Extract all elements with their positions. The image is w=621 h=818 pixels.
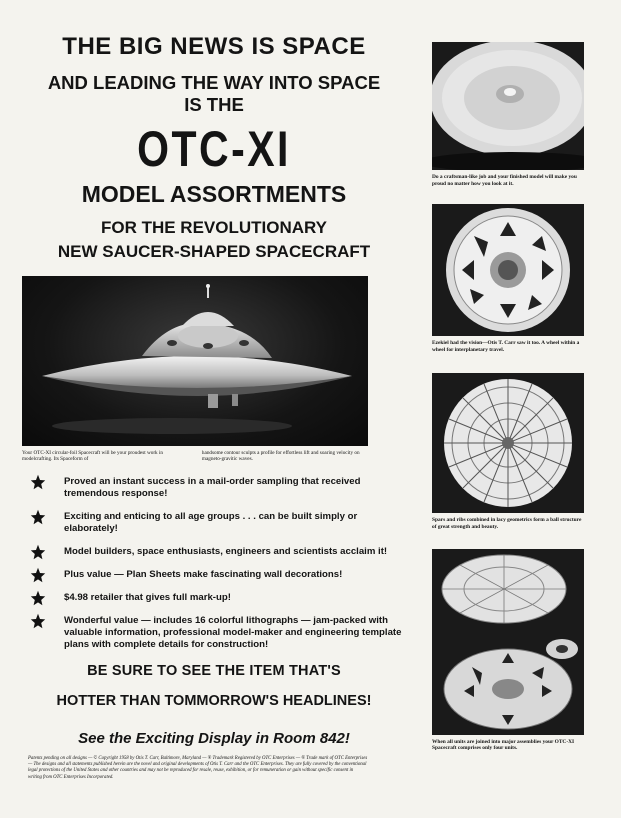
star-icon — [30, 590, 46, 606]
star-icon — [30, 613, 46, 629]
left-column — [22, 30, 406, 781]
hero-caption-left: Your OTC-XI circular-foil Spacecraft will be your proudest work in modelcrafting. Its Spaceform of — [22, 450, 163, 462]
headline-model-assortments: MODEL ASSORTMENTS — [81, 181, 347, 207]
side-photo-caption: Spars and ribs combined in lacy geometrics form a ball structure of great strength and beauty. — [432, 517, 582, 530]
star-icon — [30, 474, 46, 490]
feature-item — [60, 615, 406, 651]
feature-text: Model builders, space enthusiasts, engineers and scientists acclaim it! — [64, 546, 388, 557]
feature-list — [22, 476, 406, 651]
headline-leading: AND LEADING THE WAY INTO SPACE — [47, 72, 381, 93]
feature-item — [60, 592, 406, 604]
star-icon — [30, 544, 46, 560]
product-name: OTC-XI — [137, 121, 291, 177]
feature-item — [60, 546, 406, 558]
feature-item — [60, 476, 406, 500]
headline-saucer-spacecraft: NEW SAUCER-SHAPED SPACECRAFT — [57, 242, 371, 261]
feature-text: $4.98 retailer that gives full mark-up! — [64, 592, 231, 603]
closing-hotter: HOTTER THAN TOMMORROW'S HEADLINES! — [56, 693, 372, 709]
side-photo-caption: When all units are joined into major assemblies your OTC-XI Spacecraft comprises only four units. — [432, 738, 575, 752]
hero-caption — [22, 450, 368, 462]
side-photo-saucer-top — [432, 42, 584, 170]
feature-text: Plus value — Plan Sheets make fascinating wall decorations! — [64, 569, 343, 580]
feature-text: Exciting and enticing to all age groups . . . can be built simply or elaborately! — [64, 511, 358, 534]
star-icon — [30, 567, 46, 583]
side-photo-spars-ribs — [432, 373, 584, 513]
side-photo-caption: Do a craftsman-like job and your finished model will make you proud no matter how you look at it. — [432, 174, 577, 187]
right-column — [432, 42, 584, 752]
feature-text: Proved an instant success in a mail-order sampling that received tremendous response! — [64, 476, 361, 499]
hero-spacecraft-photo — [22, 276, 368, 446]
hero-caption-right: handsome contour sculpts a profile for effortless lift and soaring velocity on magneto-gravitic waves. — [201, 450, 360, 462]
headline-big-news: THE BIG NEWS IS SPACE — [62, 33, 366, 60]
fine-print: Patents pending on all designs — © Copyright 1958 by Otis T. Carr, Baltimore, Maryland — ® Trademark Registered by OTC Enterprises — ® Trade mark of OTC Enterprises — The designs and all statements published herein are the novel and original developments of Otis T. Carr and the OTC Enterprises. They are fully covered by the conventional legal protections of the United States and other countries and may not be reproduced for resale, reuse, exhibition, or for remuneration or gain without specific consent in writing from OTC Enterprises Incorporated. — [28, 756, 368, 780]
headline-is-the: IS THE — [184, 94, 244, 115]
feature-item — [60, 511, 406, 535]
side-photo-caption: Ezekiel had the vision—Otis T. Carr saw it too. A wheel within a wheel for interplanetary travel. — [432, 340, 580, 353]
closing-display-room: See the Exciting Display in Room 842! — [78, 730, 350, 747]
feature-item — [60, 569, 406, 581]
side-photo-wheel — [432, 204, 584, 336]
star-icon — [30, 509, 46, 525]
closing-be-sure: BE SURE TO SEE THE ITEM THAT'S — [87, 663, 341, 679]
feature-text: Wonderful value — includes 16 colorful lithographs — jam-packed with valuable information, professional model-maker and engineering template plans with complete details for construction! — [64, 615, 402, 650]
side-photo-assemblies — [432, 549, 584, 735]
headline-revolutionary: FOR THE REVOLUTIONARY — [100, 218, 328, 237]
